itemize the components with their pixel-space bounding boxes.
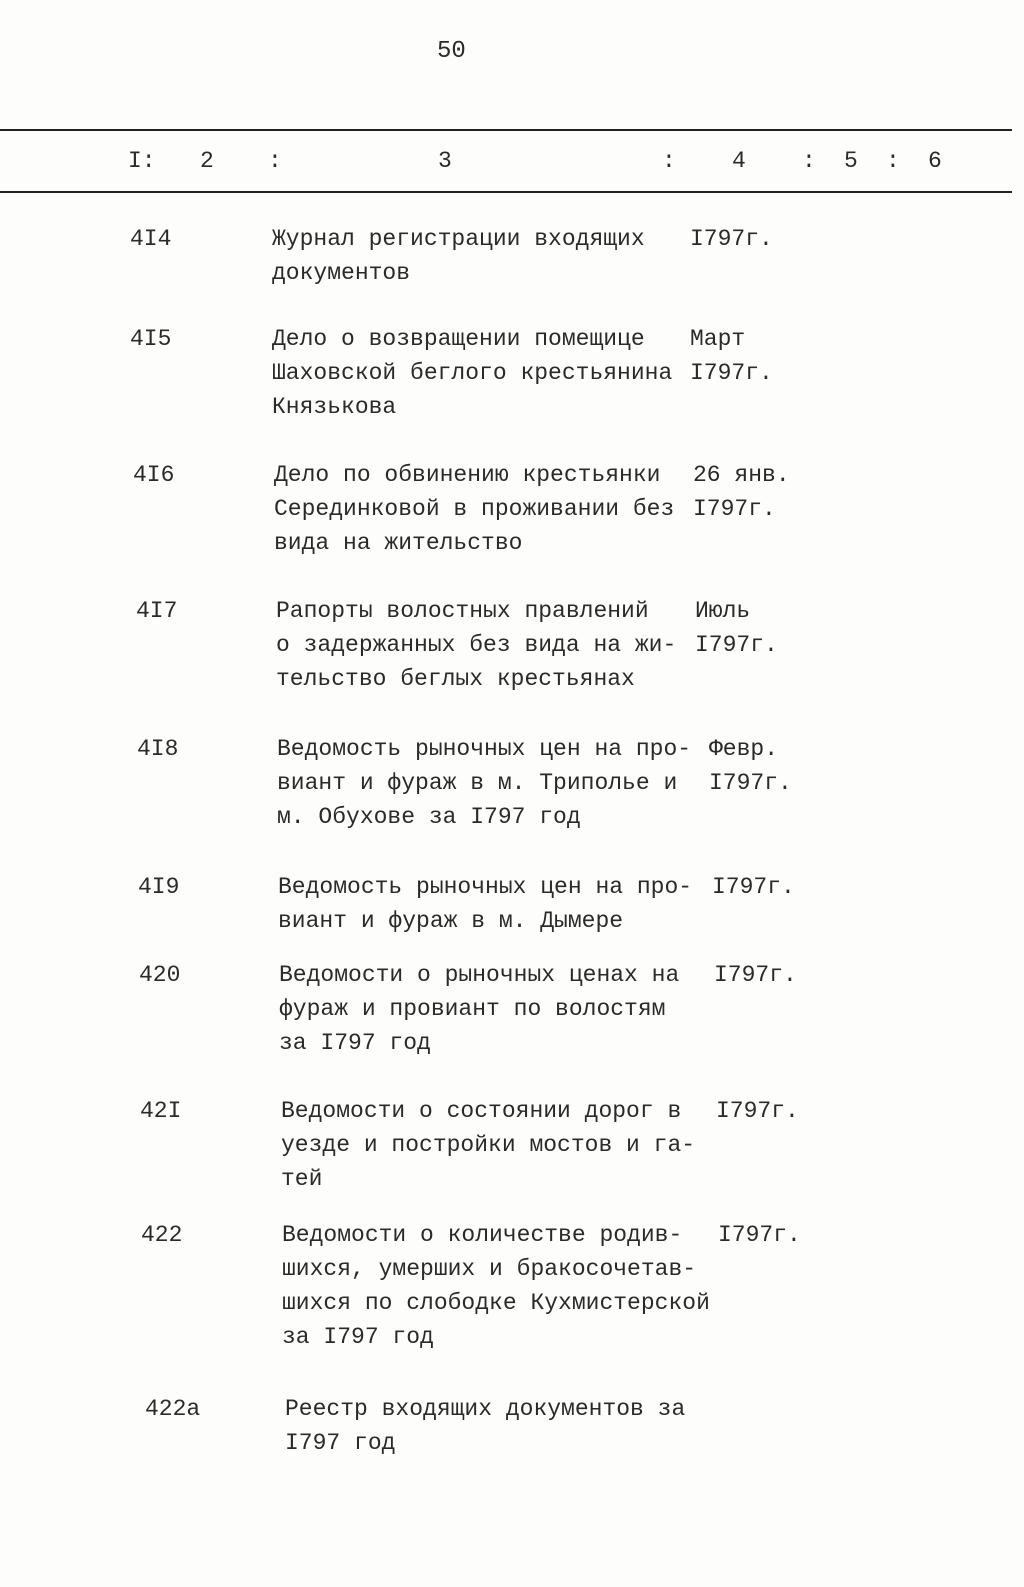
description-line: шихся, умерших и бракосочетав- bbox=[282, 1256, 697, 1282]
item-description bbox=[282, 1218, 710, 1354]
description-line: Ведомости о количестве родив- bbox=[282, 1222, 683, 1248]
item-description bbox=[278, 870, 692, 938]
description-line: Журнал регистрации входящих bbox=[272, 226, 645, 252]
page-number: 50 bbox=[437, 38, 466, 65]
item-description bbox=[285, 1392, 685, 1460]
description-line: Князькова bbox=[272, 394, 397, 420]
item-number: 422а bbox=[145, 1396, 201, 1422]
description-line: Реестр входящих документов за bbox=[285, 1396, 686, 1422]
item-date bbox=[709, 732, 792, 800]
description-line: Ведомость рыночных цен на про- bbox=[277, 736, 692, 762]
item-number: 4I4 bbox=[130, 226, 172, 252]
item-number: 42I bbox=[140, 1098, 182, 1124]
date-line: I797г. bbox=[718, 1222, 801, 1248]
item-description bbox=[276, 594, 676, 696]
date-line: I797г. bbox=[690, 360, 773, 386]
item-number: 4I5 bbox=[130, 326, 172, 352]
item-description bbox=[272, 322, 672, 424]
date-line: 26 янв. bbox=[693, 462, 790, 488]
date-line: Февр. bbox=[709, 736, 779, 762]
date-line: I797г. bbox=[693, 496, 776, 522]
description-line: Рапорты волостных правлений bbox=[276, 598, 649, 624]
item-date bbox=[712, 870, 795, 904]
item-description bbox=[277, 732, 691, 834]
sep: : bbox=[886, 148, 900, 174]
description-line: вида на жительство bbox=[274, 530, 523, 556]
description-line: Ведомости о рыночных ценах на bbox=[279, 962, 680, 988]
item-description bbox=[272, 222, 645, 290]
col-6: 6 bbox=[928, 148, 942, 174]
sep: : bbox=[268, 148, 282, 174]
description-line: уезде и постройки мостов и га- bbox=[281, 1132, 696, 1158]
description-line: Серединковой в проживании без bbox=[274, 496, 675, 522]
item-date bbox=[695, 594, 778, 662]
date-line: I797г. bbox=[690, 226, 773, 252]
item-number: 4I6 bbox=[133, 462, 175, 488]
col-4: 4 bbox=[732, 148, 746, 174]
date-line: I797г. bbox=[714, 962, 797, 988]
description-line: Шаховской беглого крестьянина bbox=[272, 360, 673, 386]
description-line: виант и фураж в м. Триполье и bbox=[277, 770, 678, 796]
description-line: за I797 год bbox=[279, 1030, 431, 1056]
col-5: 5 bbox=[844, 148, 858, 174]
header-top-rule bbox=[0, 129, 1012, 131]
col-2: 2 bbox=[200, 148, 214, 174]
item-number: 4I8 bbox=[137, 736, 179, 762]
item-date bbox=[714, 958, 797, 992]
item-description bbox=[281, 1094, 695, 1196]
header-bottom-rule bbox=[0, 191, 1012, 193]
item-description bbox=[274, 458, 674, 560]
item-date bbox=[716, 1094, 799, 1128]
date-line: I797г. bbox=[695, 632, 778, 658]
description-line: Ведомость рыночных цен на про- bbox=[278, 874, 693, 900]
col-3: 3 bbox=[438, 148, 452, 174]
description-line: Ведомости о состоянии дорог в bbox=[281, 1098, 682, 1124]
description-line: тей bbox=[281, 1166, 323, 1192]
item-number: 420 bbox=[139, 962, 181, 988]
description-line: за I797 год bbox=[282, 1324, 434, 1350]
description-line: виант и фураж в м. Дымере bbox=[278, 908, 624, 934]
description-line: шихся по слободке Кухмистерской bbox=[282, 1290, 710, 1316]
description-line: тельство беглых крестьянах bbox=[276, 666, 635, 692]
description-line: документов bbox=[272, 260, 411, 286]
item-date bbox=[718, 1218, 801, 1252]
description-line: Дело по обвинению крестьянки bbox=[274, 462, 661, 488]
item-number: 4I7 bbox=[136, 598, 178, 624]
date-line: I797г. bbox=[712, 874, 795, 900]
date-line: I797г. bbox=[716, 1098, 799, 1124]
item-date bbox=[690, 222, 773, 256]
col-1: I: bbox=[128, 148, 156, 174]
item-date bbox=[690, 322, 773, 390]
item-description bbox=[279, 958, 679, 1060]
item-date bbox=[693, 458, 790, 526]
item-number: 4I9 bbox=[138, 874, 180, 900]
description-line: I797 год bbox=[285, 1430, 396, 1456]
date-line: Март bbox=[690, 326, 746, 352]
description-line: Дело о возвращении помещице bbox=[272, 326, 645, 352]
sep: : bbox=[662, 148, 676, 174]
sep: : bbox=[802, 148, 816, 174]
date-line: I797г. bbox=[709, 770, 792, 796]
item-number: 422 bbox=[141, 1222, 183, 1248]
description-line: о задержанных без вида на жи- bbox=[276, 632, 677, 658]
description-line: фураж и провиант по волостям bbox=[279, 996, 666, 1022]
description-line: м. Обухове за I797 год bbox=[277, 804, 581, 830]
date-line: Июль bbox=[695, 598, 751, 624]
